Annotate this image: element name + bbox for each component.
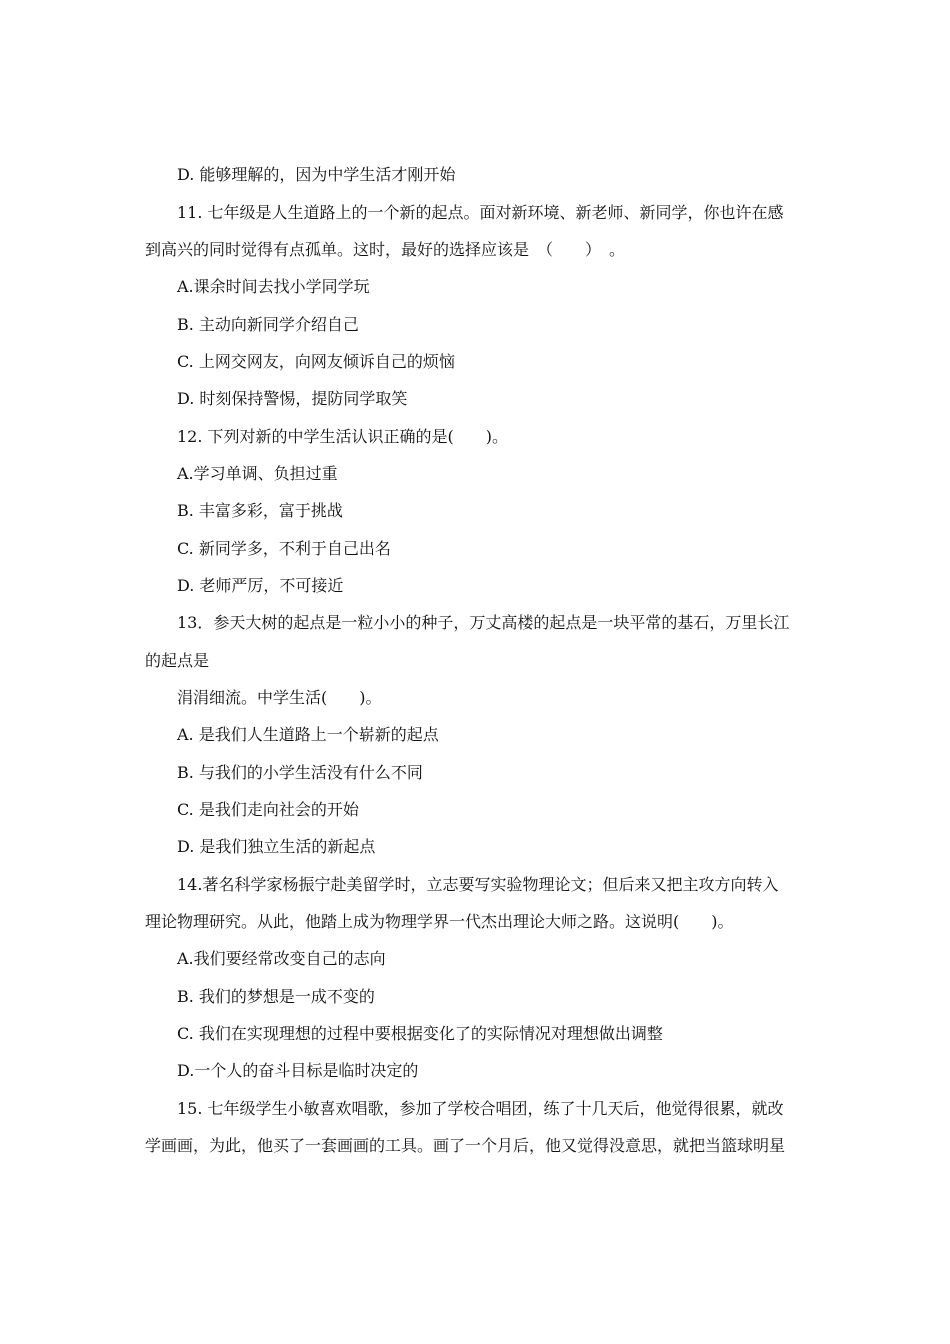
option-a-13: A. 是我们人生道路上一个崭新的起点 — [177, 725, 439, 744]
question-12: 12. 下列对新的中学生活认识正确的是( )。 — [177, 427, 509, 446]
option-c-14: C. 我们在实现理想的过程中要根据变化了的实际情况对理想做出调整 — [177, 1024, 663, 1043]
question-15-line-2: 学画画，为此，他买了一套画画的工具。画了一个月后，他又觉得没意思，就把当篮球明星 — [145, 1136, 786, 1155]
question-13-line-2: 的起点是 — [145, 651, 210, 670]
question-13-line-1: 13．参天大树的起点是一粒小小的种子，万丈高楼的起点是一块平常的基石，万里长江 — [177, 613, 790, 632]
option-a-12: A.学习单调、负担过重 — [177, 464, 338, 483]
question-15-line-1: 15. 七年级学生小敏喜欢唱歌，参加了学校合唱团，练了十几天后，他觉得很累，就改 — [177, 1099, 784, 1118]
option-b-11: B. 主动向新同学介绍自己 — [177, 315, 359, 334]
option-d-11: D. 时刻保持警惕，提防同学取笑 — [177, 389, 408, 408]
question-11-line-2: 到高兴的同时觉得有点孤单。这时，最好的选择应该是 （ ） 。 — [145, 240, 626, 259]
option-c-11: C. 上网交网友，向网友倾诉自己的烦恼 — [177, 352, 455, 371]
option-b-13: B. 与我们的小学生活没有什么不同 — [177, 763, 423, 782]
option-b-12: B. 丰富多彩，富于挑战 — [177, 501, 343, 520]
option-b-14: B. 我们的梦想是一成不变的 — [177, 987, 375, 1006]
question-13-line-3: 涓涓细流。中学生活( )。 — [177, 688, 382, 707]
option-c-12: C. 新同学多，不利于自己出名 — [177, 539, 391, 558]
option-d-14: D.一个人的奋斗目标是临时决定的 — [177, 1061, 419, 1080]
option-a-11: A.课余时间去找小学同学玩 — [177, 277, 370, 296]
question-11-line-1: 11. 七年级是人生道路上的一个新的起点。面对新环境、新老师、新同学，你也许在感 — [177, 203, 784, 222]
option-a-14: A.我们要经常改变自己的志向 — [177, 949, 386, 968]
option-c-13: C. 是我们走向社会的开始 — [177, 800, 359, 819]
option-d-13: D. 是我们独立生活的新起点 — [177, 837, 376, 856]
question-14-line-1: 14.著名科学家杨振宁赴美留学时，立志要写实验物理论文；但后来又把主攻方向转入 — [177, 875, 779, 894]
option-d-12: D. 老师严厉，不可接近 — [177, 576, 344, 595]
option-d-10: D. 能够理解的，因为中学生活才刚开始 — [177, 165, 456, 184]
question-14-line-2: 理论物理研究。从此，他踏上成为物理学界一代杰出理论大师之路。这说明( )。 — [145, 912, 734, 931]
